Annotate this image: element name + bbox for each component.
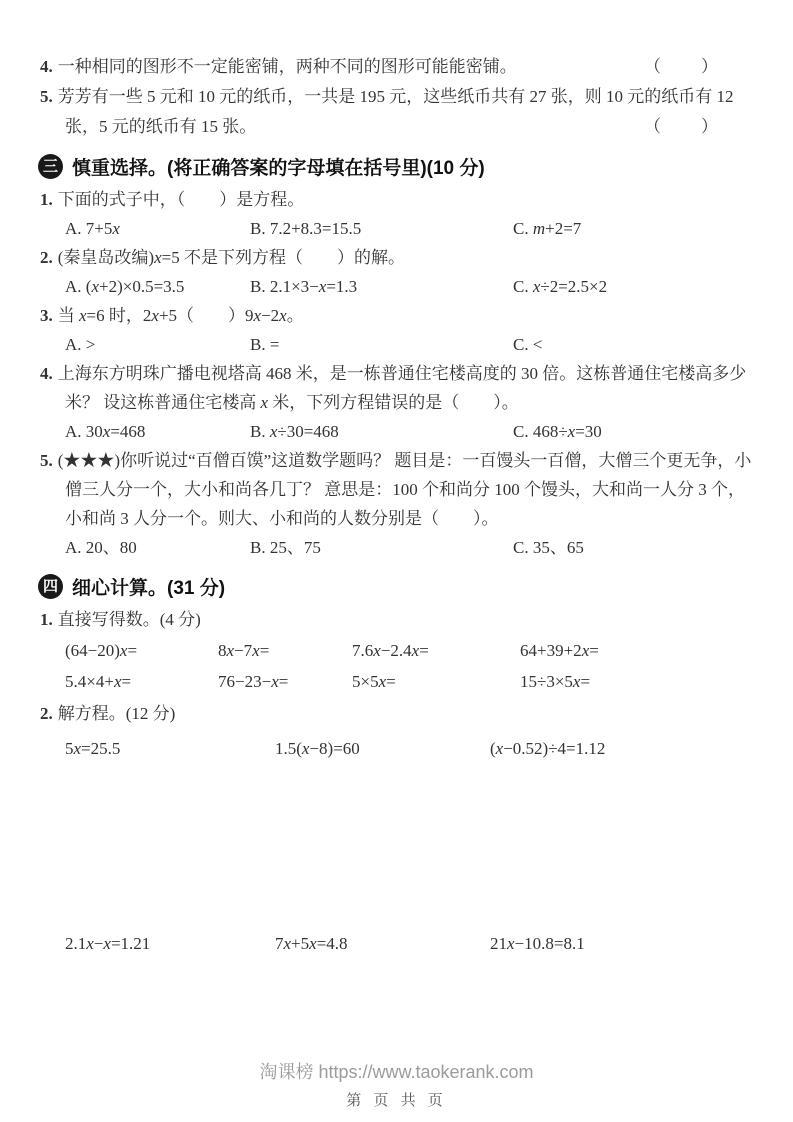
question-number: 3. xyxy=(40,306,53,325)
expression: (64−20)x= xyxy=(65,641,138,660)
expression: 5.4×4+x= xyxy=(65,672,132,691)
option-c: C. m+2=7 xyxy=(513,219,582,238)
expression: 8x−7x= xyxy=(218,641,270,660)
expression: 64+39+2x= xyxy=(520,641,599,660)
stem-text: 当 x=6 时，2x+5（ ）9x−2x。 xyxy=(57,306,304,325)
options-row xyxy=(65,533,760,562)
question-text: 芳芳有一些 5 元和 10 元的纸币，一共是 195 元，这些纸币共有 27 张，则 10 元的纸币有 12 张，5 元的纸币有 15 张。 xyxy=(57,87,734,136)
options-row xyxy=(65,272,760,301)
question-stem xyxy=(40,243,760,272)
solve-equation-row-2 xyxy=(65,928,760,959)
stem-text: 上海东方明珠广播电视塔高 468 米，是一栋普通住宅楼高度的 30 倍。这栋普通住宅楼高多少米？ 设这栋普通住宅楼高 x 米，下列方程错误的是（ ）。 xyxy=(57,364,747,412)
question-number: 5. xyxy=(40,87,53,106)
option-c: C. < xyxy=(513,335,543,354)
section-title: 细心计算。(31 分) xyxy=(72,578,226,599)
judgment-item-5 xyxy=(40,82,760,142)
equation: 2.1x−x=1.21 xyxy=(65,934,151,953)
question-stem xyxy=(40,446,760,533)
watermark-site-link: 淘课榜 https://www.taokerank.com xyxy=(259,1062,534,1082)
answer-bracket: （ ） xyxy=(644,117,720,136)
expression: 7.6x−2.4x= xyxy=(352,641,429,660)
option-b: B. 25、75 xyxy=(250,538,321,557)
options-row xyxy=(65,214,760,243)
expression: 5×5x= xyxy=(352,672,396,691)
expression: 15÷3×5x= xyxy=(520,672,591,691)
expression: 76−23−x= xyxy=(218,672,289,691)
section-number-badge: 四 xyxy=(38,574,63,599)
section-header-choice xyxy=(38,153,760,180)
direct-calc-row-1 xyxy=(65,635,760,666)
option-b: B. = xyxy=(250,335,280,354)
option-b: B. 2.1×3−x=1.3 xyxy=(250,277,358,296)
section-number-badge: 三 xyxy=(38,154,63,179)
subsection-title: 解方程。(12 分) xyxy=(57,704,176,723)
equation: 5x=25.5 xyxy=(65,739,121,758)
stem-text: (★★★)你听说过“百僧百馍”这道数学题吗？ 题目是：一百馒头一百僧，大僧三个更无争，小僧三人分一个，大小和尚各几丁？ 意思是：100 个和尚分 100 个馒头，大和尚一人分 3 个，小和尚 3 人分一个。则大、小和尚的人数分别是（ ）。 xyxy=(57,451,752,528)
option-a: A. > xyxy=(65,335,96,354)
mc-question-2 xyxy=(40,243,760,301)
options-row xyxy=(65,417,760,446)
option-c: C. x÷2=2.5×2 xyxy=(513,277,608,296)
question-number: 4. xyxy=(40,364,53,383)
student-work-space xyxy=(40,764,760,924)
stem-text: 下面的式子中，（ ）是方程。 xyxy=(57,190,305,209)
question-stem xyxy=(40,301,760,330)
options-row xyxy=(65,330,760,359)
option-a: A. 7+5x xyxy=(65,219,120,238)
subsection-number: 2. xyxy=(40,704,53,723)
mc-question-1 xyxy=(40,185,760,243)
equation: (x−0.52)÷4=1.12 xyxy=(490,739,606,758)
question-number: 5. xyxy=(40,451,53,470)
section-header-calculation xyxy=(38,573,760,600)
option-a: A. 20、80 xyxy=(65,538,137,557)
question-number: 4. xyxy=(40,57,53,76)
subsection-title: 直接写得数。(4 分) xyxy=(57,610,201,629)
option-b: B. x÷30=468 xyxy=(250,422,339,441)
stem-text: (秦皇岛改编)x=5 不是下列方程（ ）的解。 xyxy=(57,248,405,267)
equation: 21x−10.8=8.1 xyxy=(490,934,585,953)
equation: 7x+5x=4.8 xyxy=(275,934,348,953)
option-b: B. 7.2+8.3=15.5 xyxy=(250,219,362,238)
answer-bracket: （ ） xyxy=(644,57,720,76)
judgment-item-4 xyxy=(40,52,760,82)
question-stem xyxy=(40,185,760,214)
direct-calc-row-2 xyxy=(65,666,760,697)
option-c: C. 468÷x=30 xyxy=(513,422,602,441)
section-title: 慎重选择。(将正确答案的字母填在括号里)(10 分) xyxy=(72,158,485,179)
equation: 1.5(x−8)=60 xyxy=(275,739,360,758)
option-a: A. (x+2)×0.5=3.5 xyxy=(65,277,185,296)
subsection-direct-calc xyxy=(40,605,760,635)
question-stem xyxy=(40,359,760,417)
option-a: A. 30x=468 xyxy=(65,422,146,441)
question-text: 一种相同的图形不一定能密铺，两种不同的图形可能能密铺。 xyxy=(57,57,517,76)
option-c: C. 35、65 xyxy=(513,538,584,557)
question-number: 1. xyxy=(40,190,53,209)
solve-equation-row-1 xyxy=(65,733,760,764)
page-footer xyxy=(0,1058,793,1110)
mc-question-3 xyxy=(40,301,760,359)
mc-question-4 xyxy=(40,359,760,446)
page-number-label: 第 页 共 页 xyxy=(346,1092,447,1109)
mc-question-5 xyxy=(40,446,760,562)
subsection-solve-equation xyxy=(40,699,760,729)
question-number: 2. xyxy=(40,248,53,267)
subsection-number: 1. xyxy=(40,610,53,629)
